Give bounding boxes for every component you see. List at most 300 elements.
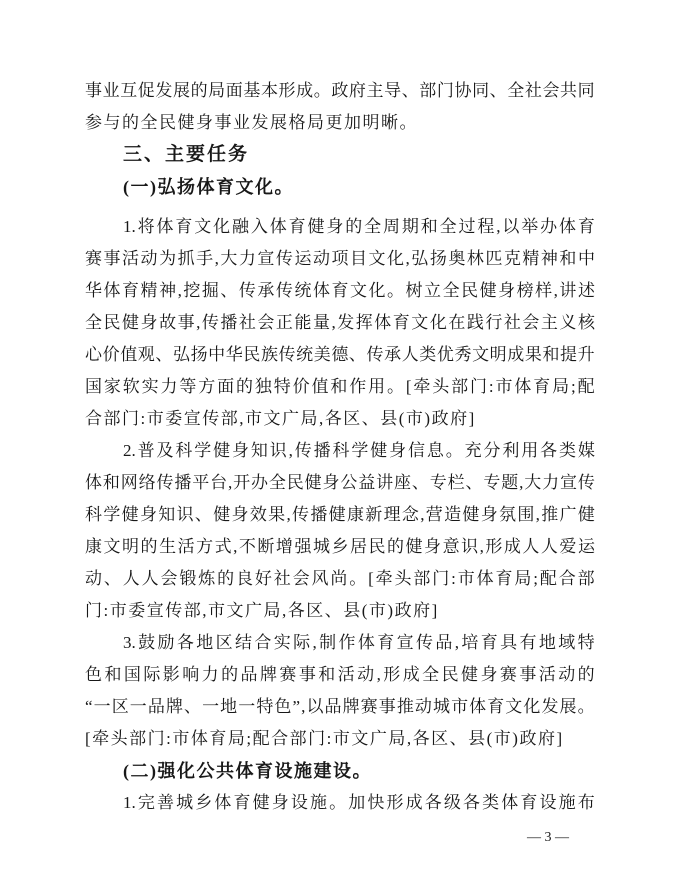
- glyph: (: [398, 409, 405, 428]
- glyph: 共: [560, 81, 578, 100]
- glyph: 软: [122, 377, 140, 396]
- glyph: 弘: [411, 249, 429, 268]
- glyph: 的: [577, 665, 595, 684]
- glyph: 具: [500, 633, 518, 652]
- glyph: 市: [405, 409, 423, 428]
- glyph: 赛: [279, 665, 297, 684]
- glyph: 施: [310, 793, 327, 812]
- glyph: 牵: [413, 377, 431, 396]
- glyph: 身: [322, 473, 340, 492]
- glyph: 奥: [448, 249, 466, 268]
- glyph: 门: [308, 729, 326, 748]
- glyph: 媒: [577, 441, 595, 460]
- glyph: 响: [182, 665, 200, 684]
- glyph: 事: [519, 665, 537, 684]
- glyph: 活: [337, 665, 355, 684]
- glyph: 体: [501, 793, 519, 812]
- glyph: 社: [503, 313, 521, 332]
- glyph: 手: [196, 249, 214, 268]
- glyph: 中: [577, 249, 595, 268]
- glyph: 基: [243, 81, 261, 100]
- glyph: 身: [424, 537, 442, 556]
- glyph: 价: [292, 377, 310, 396]
- glyph: 运: [577, 537, 595, 556]
- glyph: 育: [533, 377, 551, 396]
- glyph: 力: [160, 377, 178, 396]
- glyph: 专: [483, 473, 501, 492]
- glyph: :: [326, 729, 332, 748]
- glyph: 果: [268, 505, 286, 524]
- glyph: 中: [208, 345, 226, 364]
- glyph: 成: [405, 793, 423, 812]
- glyph: 局: [300, 409, 318, 428]
- glyph: 牌: [259, 665, 277, 684]
- glyph: 善: [157, 793, 174, 812]
- glyph: 市: [172, 729, 190, 748]
- glyph: 委: [165, 409, 183, 428]
- glyph: 各: [412, 729, 430, 748]
- glyph: 文: [263, 409, 281, 428]
- glyph: 牌: [165, 697, 183, 716]
- glyph: 榜: [516, 281, 534, 300]
- glyph: 在: [448, 313, 466, 332]
- glyph: 居: [349, 537, 367, 556]
- glyph: ): [387, 601, 394, 620]
- glyph: 身: [480, 665, 498, 684]
- glyph: 传: [278, 345, 296, 364]
- glyph: 平: [192, 473, 210, 492]
- glyph: 业: [233, 113, 250, 132]
- section-heading-3: 三、主要任务: [123, 144, 250, 165]
- glyph: 配: [577, 377, 595, 396]
- glyph: 和: [559, 249, 577, 268]
- glyph: 充: [464, 441, 482, 460]
- text-line-9: [85, 339, 595, 371]
- glyph: 成: [507, 345, 525, 364]
- glyph: 品: [435, 633, 453, 652]
- glyph: 体: [476, 569, 494, 588]
- glyph: 育: [480, 633, 498, 652]
- glyph: 宣: [396, 633, 414, 652]
- glyph: 市: [207, 601, 225, 620]
- glyph: 识: [176, 505, 194, 524]
- glyph: 大: [220, 249, 238, 268]
- text-line-7: [85, 275, 595, 307]
- glyph: 门: [432, 569, 450, 588]
- glyph: 育: [577, 217, 595, 236]
- glyph: 市: [493, 729, 511, 748]
- glyph: 秀: [454, 345, 472, 364]
- glyph: 区: [111, 697, 129, 716]
- glyph: 地: [196, 633, 214, 652]
- glyph: ,: [479, 537, 484, 556]
- glyph: 人: [540, 537, 558, 556]
- glyph: 门: [147, 729, 165, 748]
- glyph: 市: [451, 697, 469, 716]
- glyph: ,: [202, 601, 207, 620]
- glyph: 、: [449, 729, 467, 748]
- glyph: 加: [348, 793, 366, 812]
- glyph: :: [140, 409, 146, 428]
- glyph: 的: [387, 537, 405, 556]
- glyph: ,: [535, 505, 540, 524]
- glyph: 部: [451, 377, 469, 396]
- glyph: 赛: [360, 697, 378, 716]
- glyph: 。: [313, 81, 331, 100]
- glyph: 部: [129, 729, 147, 748]
- glyph: 施: [558, 793, 576, 812]
- glyph: 知: [158, 505, 176, 524]
- glyph: 明: [489, 345, 507, 364]
- glyph: 人: [401, 345, 419, 364]
- glyph: 形: [485, 537, 503, 556]
- glyph: 事: [103, 249, 121, 268]
- glyph: 观: [137, 345, 155, 364]
- glyph: :: [103, 601, 109, 620]
- glyph: 局: [307, 113, 324, 132]
- glyph: 形: [386, 793, 404, 812]
- glyph: 全: [85, 313, 102, 332]
- glyph: 合: [85, 409, 102, 428]
- glyph: 力: [238, 249, 256, 268]
- glyph: 独: [254, 377, 272, 396]
- glyph: 以: [502, 217, 520, 236]
- glyph: 。: [577, 697, 595, 716]
- glyph: 民: [103, 313, 121, 332]
- glyph: 值: [311, 377, 329, 396]
- glyph: 健: [304, 473, 322, 492]
- glyph: 德: [331, 345, 349, 364]
- glyph: 培: [461, 633, 479, 652]
- glyph: 身: [196, 113, 213, 132]
- glyph: 一: [202, 697, 220, 716]
- glyph: 身: [326, 217, 344, 236]
- glyph: 匹: [485, 249, 503, 268]
- glyph: 1.: [123, 217, 136, 236]
- glyph: 同: [577, 81, 595, 100]
- glyph: 门: [436, 81, 454, 100]
- text-line-1: [85, 75, 595, 107]
- glyph: ,: [318, 409, 324, 428]
- glyph: ,: [281, 601, 287, 620]
- glyph: 、: [194, 505, 212, 524]
- glyph: 体: [85, 473, 102, 492]
- glyph: ,: [239, 409, 244, 428]
- glyph: 、: [401, 81, 419, 100]
- glyph: 康: [85, 537, 102, 556]
- glyph: 类: [482, 793, 500, 812]
- glyph: 各: [424, 793, 442, 812]
- glyph: 全: [364, 217, 382, 236]
- glyph: 民: [286, 473, 304, 492]
- glyph: :: [166, 729, 171, 748]
- glyph: 地: [538, 633, 556, 652]
- glyph: 市: [495, 377, 513, 396]
- glyph: 发: [155, 81, 173, 100]
- glyph: 文: [349, 281, 367, 300]
- glyph: 神: [540, 249, 558, 268]
- glyph: 乡: [331, 537, 349, 556]
- glyph: 文: [351, 729, 369, 748]
- glyph: 市: [244, 409, 262, 428]
- glyph: 鼓: [138, 633, 156, 652]
- glyph: 健: [479, 281, 497, 300]
- glyph: 、: [411, 473, 429, 492]
- glyph: 动: [140, 249, 158, 268]
- glyph: 作: [349, 377, 367, 396]
- glyph: [: [405, 377, 412, 396]
- glyph: ,: [177, 281, 182, 300]
- glyph: 广: [244, 601, 262, 620]
- glyph: ;: [571, 377, 576, 396]
- glyph: 全: [439, 217, 457, 236]
- glyph: 的: [122, 113, 139, 132]
- glyph: 各: [176, 633, 194, 652]
- glyph: 2.: [123, 441, 136, 460]
- glyph: 义: [559, 313, 577, 332]
- glyph: 识: [461, 537, 479, 556]
- glyph: 行: [485, 313, 503, 332]
- page-number: — 3 —: [527, 830, 569, 845]
- text-line-12: [85, 435, 595, 467]
- glyph: 局: [227, 729, 245, 748]
- glyph: 炼: [198, 569, 216, 588]
- glyph: 体: [103, 281, 121, 300]
- glyph: 文: [505, 697, 523, 716]
- glyph: 头: [394, 569, 412, 588]
- glyph: 委: [128, 601, 146, 620]
- glyph: :: [488, 377, 494, 396]
- text-line-18: [85, 627, 595, 659]
- glyph: 局: [208, 81, 226, 100]
- glyph: 讲: [559, 281, 577, 300]
- glyph: 育: [288, 217, 306, 236]
- glyph: 学: [194, 441, 212, 460]
- glyph: 局: [388, 729, 406, 748]
- glyph: 育: [377, 633, 395, 652]
- glyph: 城: [312, 537, 330, 556]
- glyph: 文: [226, 601, 244, 620]
- glyph: 知: [250, 441, 268, 460]
- glyph: 能: [294, 313, 312, 332]
- glyph: 市: [146, 409, 164, 428]
- glyph: 科: [85, 505, 102, 524]
- glyph: 健: [177, 113, 195, 132]
- glyph: 部: [289, 729, 307, 748]
- text-line-23: [85, 787, 595, 819]
- glyph: 栏: [447, 473, 465, 492]
- glyph: 的: [190, 81, 208, 100]
- glyph: 目: [349, 249, 367, 268]
- glyph: 、: [155, 345, 173, 364]
- text-line-11: [85, 403, 595, 435]
- glyph: 周: [383, 217, 400, 236]
- glyph: 健: [121, 505, 139, 524]
- glyph: 承: [384, 345, 402, 364]
- glyph: 全: [268, 473, 286, 492]
- glyph: 华: [85, 281, 102, 300]
- glyph: 类: [559, 441, 576, 460]
- glyph: 台: [210, 473, 228, 492]
- glyph: 民: [243, 345, 261, 364]
- glyph: 传: [202, 409, 220, 428]
- glyph: 完: [137, 793, 155, 812]
- glyph: 特: [256, 697, 274, 716]
- glyph: 化: [429, 313, 447, 332]
- glyph: 升: [577, 345, 595, 364]
- glyph: ,: [312, 633, 317, 652]
- glyph: 健: [577, 505, 595, 524]
- glyph: 明: [362, 113, 380, 132]
- glyph: 化: [387, 249, 405, 268]
- glyph: 制: [319, 633, 337, 652]
- glyph: 市: [457, 569, 475, 588]
- glyph: 专: [429, 473, 447, 492]
- glyph: 、: [324, 601, 342, 620]
- glyph: 。: [399, 113, 417, 132]
- glyph: 同: [472, 81, 490, 100]
- glyph: 设: [539, 793, 557, 812]
- glyph: 、: [220, 281, 238, 300]
- glyph: 面: [217, 377, 235, 396]
- glyph: 播: [310, 505, 328, 524]
- glyph: 品: [147, 697, 165, 716]
- text-line-8: [85, 307, 595, 339]
- glyph: 展: [172, 81, 190, 100]
- glyph: 事: [298, 665, 316, 684]
- glyph: ;: [246, 729, 252, 748]
- glyph: 育: [331, 281, 349, 300]
- glyph: 益: [358, 473, 376, 492]
- glyph: 运: [294, 249, 312, 268]
- glyph: (: [361, 601, 368, 620]
- glyph: 身: [232, 441, 249, 460]
- text-line-10: [85, 371, 595, 403]
- glyph: 社: [238, 313, 256, 332]
- glyph: 健: [370, 441, 388, 460]
- glyph: 际: [143, 665, 161, 684]
- glyph: 和: [542, 345, 560, 364]
- glyph: 、: [465, 473, 483, 492]
- glyph: 设: [290, 793, 308, 812]
- glyph: 大: [524, 473, 542, 492]
- glyph: 市: [368, 601, 386, 620]
- glyph: 。: [387, 281, 405, 300]
- glyph: 特: [577, 633, 595, 652]
- glyph: 宣: [146, 601, 164, 620]
- glyph: 将: [137, 217, 155, 236]
- glyph: 晰: [381, 113, 398, 132]
- glyph: 立: [424, 281, 442, 300]
- text-line-14: [85, 499, 595, 531]
- glyph: 精: [522, 249, 540, 268]
- glyph: 府: [450, 409, 468, 428]
- glyph: 育: [520, 793, 538, 812]
- glyph: 文: [472, 345, 490, 364]
- glyph: 播: [313, 441, 331, 460]
- glyph: 健: [328, 505, 346, 524]
- text-line-20: [85, 691, 595, 723]
- glyph: 尚: [330, 569, 348, 588]
- glyph: 和: [330, 377, 348, 396]
- glyph: 方: [198, 377, 216, 396]
- glyph: 区: [215, 633, 233, 652]
- text-line-13: [85, 467, 595, 499]
- glyph: 体: [559, 217, 576, 236]
- glyph: 和: [318, 665, 336, 684]
- glyph: 化: [368, 281, 386, 300]
- glyph: 华: [225, 345, 243, 364]
- glyph: 挖: [183, 281, 201, 300]
- glyph: 头: [432, 377, 450, 396]
- glyph: 头: [110, 729, 128, 748]
- glyph: 政: [331, 81, 349, 100]
- glyph: 牌: [342, 697, 360, 716]
- glyph: 健: [213, 441, 231, 460]
- glyph: 、: [489, 81, 507, 100]
- glyph: 府: [348, 81, 366, 100]
- glyph: 更: [325, 113, 343, 132]
- glyph: 络: [138, 473, 156, 492]
- glyph: ,: [406, 729, 412, 748]
- glyph: 面: [225, 81, 243, 100]
- glyph: 成: [402, 665, 420, 684]
- glyph: 发: [337, 313, 355, 332]
- glyph: 期: [401, 217, 419, 236]
- glyph: 念: [401, 505, 419, 524]
- glyph: 会: [542, 81, 560, 100]
- glyph: 部: [419, 81, 437, 100]
- glyph: 健: [307, 217, 325, 236]
- glyph: 区: [431, 729, 449, 748]
- glyph: 实: [273, 633, 291, 652]
- glyph: ,: [331, 313, 336, 332]
- glyph: 良: [236, 569, 253, 588]
- glyph: 一: [129, 697, 147, 716]
- glyph: ]: [431, 601, 438, 620]
- glyph: ,: [301, 697, 306, 716]
- glyph: ,: [286, 505, 291, 524]
- glyph: 人: [122, 569, 140, 588]
- glyph: 体: [214, 793, 232, 812]
- glyph: 化: [213, 217, 231, 236]
- glyph: 值: [120, 345, 138, 364]
- glyph: 配: [252, 729, 270, 748]
- glyph: 本: [260, 81, 278, 100]
- glyph: 意: [442, 537, 460, 556]
- glyph: 局: [552, 377, 570, 396]
- glyph: 强: [294, 537, 312, 556]
- glyph: 部: [577, 569, 595, 588]
- glyph: 文: [194, 217, 212, 236]
- glyph: 价: [102, 345, 120, 364]
- glyph: 传: [156, 473, 174, 492]
- glyph: 传: [275, 281, 293, 300]
- glyph: 座: [394, 473, 411, 492]
- glyph: 身: [271, 793, 289, 812]
- glyph: 加: [344, 113, 361, 132]
- text-line-15: [85, 531, 595, 563]
- glyph: 发: [251, 113, 269, 132]
- glyph: 活: [122, 249, 140, 268]
- glyph: 传: [577, 473, 595, 492]
- glyph: 体: [374, 313, 392, 332]
- glyph: 的: [217, 569, 235, 588]
- glyph: 、: [103, 569, 121, 588]
- glyph: 公: [340, 473, 358, 492]
- glyph: 赛: [85, 249, 102, 268]
- glyph: 文: [103, 537, 121, 556]
